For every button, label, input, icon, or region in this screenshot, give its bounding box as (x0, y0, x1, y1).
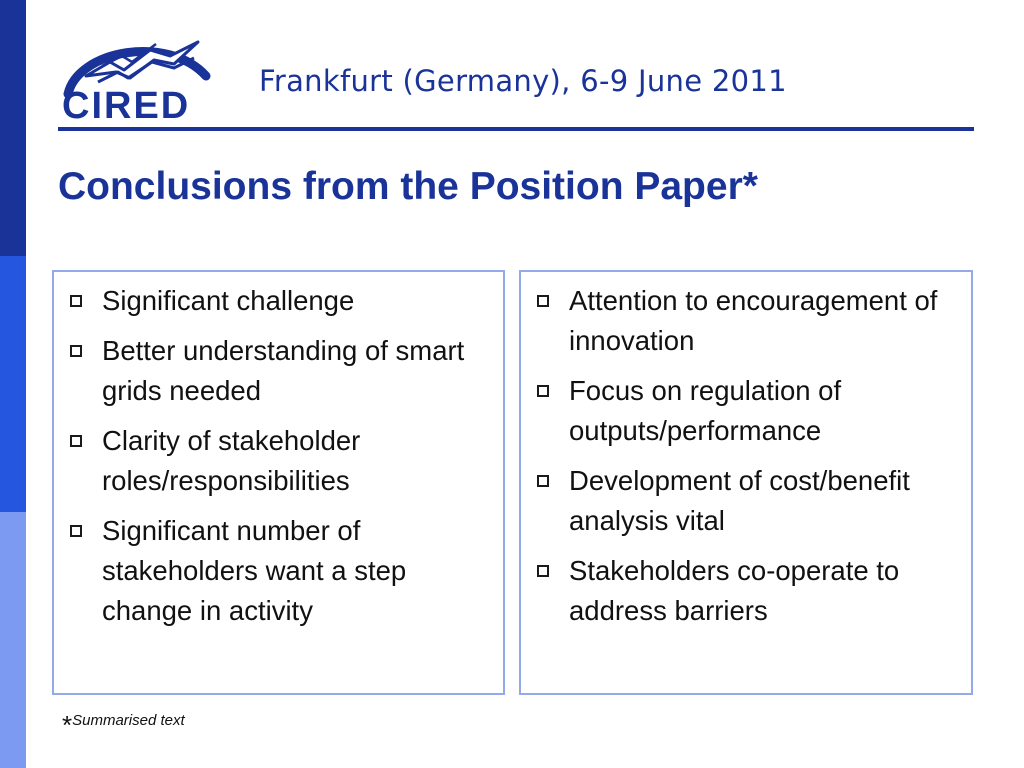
left-bullet-list (54, 272, 503, 631)
right-bullet-item (521, 281, 971, 361)
hollow-square-bullet-icon (537, 385, 549, 397)
left-bullet-text: Clarity of stakeholder roles/responsibilities (102, 425, 361, 496)
right-bullet-item (521, 371, 971, 451)
right-bullet-text: Development of cost/benefit analysis vital (569, 465, 910, 536)
hollow-square-bullet-icon (537, 475, 549, 487)
left-bullet-text: Significant number of stakeholders want a step change in activity (102, 515, 407, 626)
right-bullet-text: Stakeholders co-operate to address barriers (569, 555, 900, 626)
right-bullet-text: Attention to encouragement of innovation (569, 285, 938, 356)
cired-logo-text: CIRED (62, 85, 191, 124)
side-accent-light (0, 512, 26, 768)
left-bullet-text: Better understanding of smart grids needed (102, 335, 465, 406)
hollow-square-bullet-icon (70, 295, 82, 307)
right-bullet-list (521, 272, 971, 631)
side-accent-bar (0, 0, 26, 768)
hollow-square-bullet-icon (70, 345, 82, 357)
hollow-square-bullet-icon (537, 295, 549, 307)
left-bullet-item (54, 511, 503, 631)
right-bullet-item (521, 551, 971, 631)
cired-logo (58, 32, 214, 124)
slide-title: Conclusions from the Position Paper* (58, 165, 758, 208)
hollow-square-bullet-icon (70, 435, 82, 447)
event-date-location: Frankfurt (Germany), 6-9 June 2011 (259, 64, 787, 98)
hollow-square-bullet-icon (537, 565, 549, 577)
cired-logo-graphic (58, 32, 214, 124)
footnote-text: Summarised text (72, 712, 185, 729)
footnote (62, 712, 185, 738)
hollow-square-bullet-icon (70, 525, 82, 537)
left-bullet-panel (52, 270, 505, 695)
left-bullet-item (54, 421, 503, 501)
right-bullet-panel (519, 270, 973, 695)
left-bullet-item (54, 281, 503, 321)
left-bullet-item (54, 331, 503, 411)
header-divider (58, 127, 974, 131)
footnote-asterisk: * (62, 710, 73, 740)
right-bullet-text: Focus on regulation of outputs/performance (569, 375, 842, 446)
left-bullet-text: Significant challenge (102, 285, 355, 316)
right-bullet-item (521, 461, 971, 541)
side-accent-mid (0, 256, 26, 512)
side-accent-dark (0, 0, 26, 256)
